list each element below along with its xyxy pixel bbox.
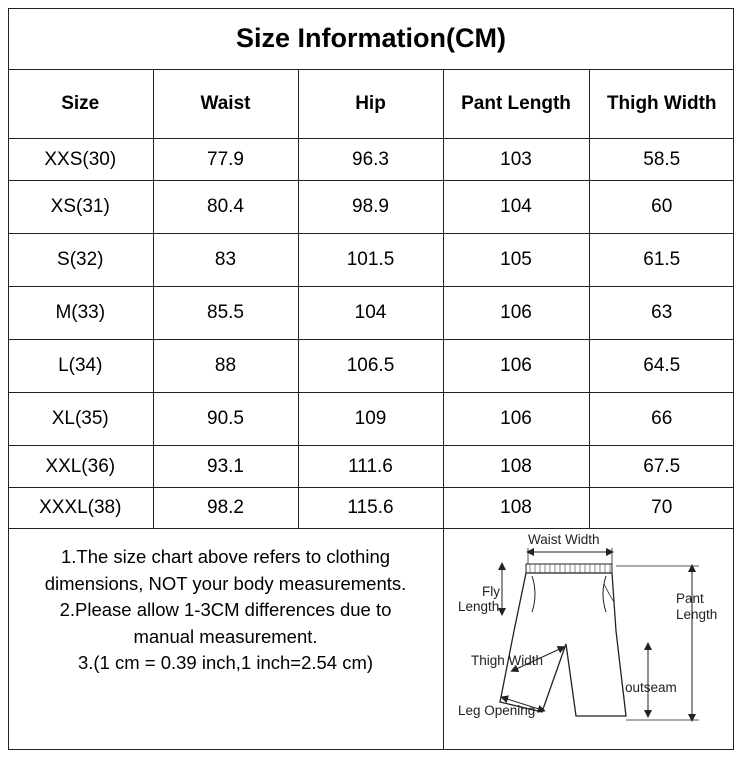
cell-pant-length: 103 (443, 139, 589, 181)
cell-hip: 101.5 (298, 234, 443, 287)
cell-thigh-width: 60 (589, 181, 734, 234)
cell-size: XL(35) (8, 393, 153, 446)
cell-thigh-width: 63 (589, 287, 734, 340)
cell-waist: 77.9 (153, 139, 298, 181)
label-outseam: outseam (625, 680, 677, 695)
cell-hip: 96.3 (298, 139, 443, 181)
cell-thigh-width: 58.5 (589, 139, 734, 181)
label-fly-1: Fly (482, 584, 500, 599)
cell-pant-length: 108 (443, 488, 589, 529)
cell-hip: 106.5 (298, 340, 443, 393)
pants-illustration (444, 526, 734, 750)
cell-size: XXL(36) (8, 446, 153, 488)
header-hip: Hip (298, 70, 443, 139)
chart-title: Size Information(CM) (8, 8, 734, 70)
cell-pant-length: 106 (443, 393, 589, 446)
label-leg-opening: Leg Opening (458, 703, 536, 718)
cell-hip: 104 (298, 287, 443, 340)
cell-waist: 83 (153, 234, 298, 287)
label-waist-width: Waist Width (528, 532, 600, 547)
cell-size: XXXL(38) (8, 488, 153, 529)
waistband (526, 564, 612, 573)
cell-size: XXS(30) (8, 139, 153, 181)
table-row (8, 446, 734, 488)
label-thigh-width: Thigh Width (471, 653, 544, 668)
cell-thigh-width: 64.5 (589, 340, 734, 393)
cell-size: M(33) (8, 287, 153, 340)
note-line: 3.(1 cm = 0.39 inch,1 inch=2.54 cm) (77, 652, 374, 673)
table-row (8, 488, 734, 529)
cell-hip: 111.6 (298, 446, 443, 488)
label-fly-2: Length (458, 599, 500, 614)
cell-pant-length: 104 (443, 181, 589, 234)
cell-waist: 88 (153, 340, 298, 393)
table-row (8, 393, 734, 446)
cell-size: XS(31) (8, 181, 153, 234)
note-line: 1.The size chart above refers to clothing (60, 546, 391, 567)
header-pant-length: Pant Length (443, 70, 589, 139)
cell-pant-length: 106 (443, 340, 589, 393)
cell-waist: 90.5 (153, 393, 298, 446)
cell-pant-length: 106 (443, 287, 589, 340)
table-row (8, 139, 734, 181)
cell-pant-length: 108 (443, 446, 589, 488)
table-row (8, 234, 734, 287)
table-row (8, 340, 734, 393)
cell-hip: 98.9 (298, 181, 443, 234)
cell-size: S(32) (8, 234, 153, 287)
size-table (8, 70, 734, 529)
header-waist: Waist (153, 70, 298, 139)
header-size: Size (8, 70, 153, 139)
note-line: 2.Please allow 1-3CM differences due to (59, 599, 392, 620)
table-row (8, 287, 734, 340)
cell-hip: 115.6 (298, 488, 443, 529)
cell-pant-length: 105 (443, 234, 589, 287)
label-pant-length-2: Length (676, 607, 718, 622)
pants-measurement-diagram (444, 526, 734, 750)
table-row (8, 181, 734, 234)
cell-waist: 85.5 (153, 287, 298, 340)
cell-thigh-width: 70 (589, 488, 734, 529)
cell-thigh-width: 66 (589, 393, 734, 446)
header-thigh-width: Thigh Width (589, 70, 734, 139)
cell-thigh-width: 61.5 (589, 234, 734, 287)
note-line: manual measurement. (133, 625, 318, 647)
cell-hip: 109 (298, 393, 443, 446)
cell-size: L(34) (8, 340, 153, 393)
notes-panel (8, 526, 444, 750)
pants-outline (500, 573, 626, 716)
note-line: dimensions, NOT your body measurements. (44, 572, 407, 594)
cell-thigh-width: 67.5 (589, 446, 734, 488)
header-row (8, 70, 734, 139)
cell-waist: 93.1 (153, 446, 298, 488)
cell-waist: 98.2 (153, 488, 298, 529)
cell-waist: 80.4 (153, 181, 298, 234)
label-pant-length-1: Pant (676, 591, 704, 606)
